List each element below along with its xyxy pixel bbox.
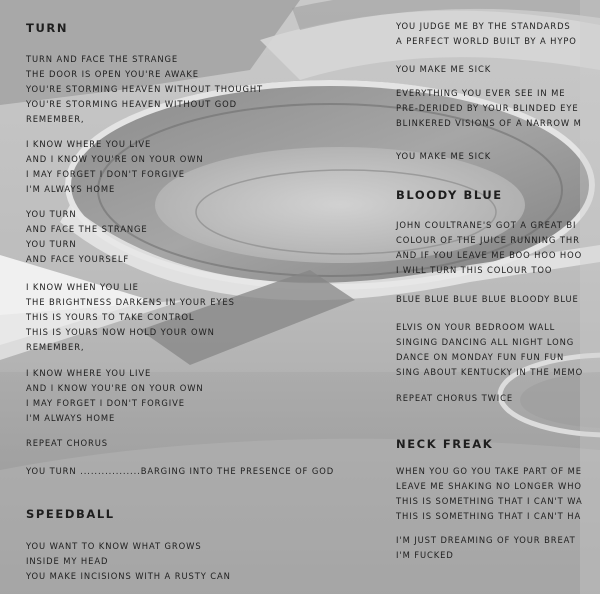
lyric-line: THE DOOR IS OPEN YOU'RE AWAKE — [26, 69, 199, 79]
lyric-line: I KNOW WHERE YOU LIVE — [26, 368, 152, 378]
lyric-line: AND I KNOW YOU'RE ON YOUR OWN — [26, 154, 204, 164]
lyric-line: INSIDE MY HEAD — [26, 556, 109, 566]
lyric-line: YOU MAKE INCISIONS WITH A RUSTY CAN — [26, 571, 231, 581]
lyric-line: I'M JUST DREAMING OF YOUR BREAT — [396, 535, 576, 545]
lyric-line: REMEMBER, — [26, 114, 85, 124]
lyric-line: JOHN COULTRANE'S GOT A GREAT BI — [396, 220, 577, 230]
lyric-line: DANCE ON MONDAY FUN FUN FUN — [396, 352, 565, 362]
lyric-line: YOU MAKE ME SICK — [396, 64, 492, 74]
lyric-line: YOU'RE STORMING HEAVEN WITHOUT GOD — [26, 99, 237, 109]
lyric-line: EVERYTHING YOU EVER SEE IN ME — [396, 88, 566, 98]
lyric-line: YOU WANT TO KNOW WHAT GROWS — [26, 541, 202, 551]
lyric-line: I KNOW WHEN YOU LIE — [26, 282, 139, 292]
lyric-line: I MAY FORGET I DON'T FORGIVE — [26, 169, 185, 179]
lyric-line: THE BRIGHTNESS DARKENS IN YOUR EYES — [26, 297, 235, 307]
lyric-line: YOU TURN .................BARGING INTO THE PRESENCE OF GOD — [26, 466, 335, 476]
lyric-line: YOU'RE STORMING HEAVEN WITHOUT THOUGHT — [26, 84, 264, 94]
lyric-line: WHEN YOU GO YOU TAKE PART OF ME — [396, 466, 582, 476]
lyric-line: THIS IS SOMETHING THAT I CAN'T WA — [396, 496, 583, 506]
lyric-line: I'M FUCKED — [396, 550, 454, 560]
lyric-line: THIS IS SOMETHING THAT I CAN'T HA — [396, 511, 582, 521]
lyric-line: I WILL TURN THIS COLOUR TOO — [396, 265, 553, 275]
lyric-line: LEAVE ME SHAKING NO LONGER WHO — [396, 481, 582, 491]
lyric-line: AND I KNOW YOU'RE ON YOUR OWN — [26, 383, 204, 393]
lyric-line: REPEAT CHORUS — [26, 438, 109, 448]
lyric-line: A PERFECT WORLD BUILT BY A HYPO — [396, 36, 577, 46]
lyric-line: PRE-DERIDED BY YOUR BLINDED EYE — [396, 103, 579, 113]
lyric-line: SINGING DANCING ALL NIGHT LONG — [396, 337, 575, 347]
song-title: SPEEDBALL — [26, 507, 115, 521]
lyric-line: YOU JUDGE ME BY THE STANDARDS — [396, 21, 571, 31]
lyric-line: THIS IS YOURS TO TAKE CONTROL — [26, 312, 195, 322]
song-title: TURN — [26, 21, 69, 35]
lyric-line: AND FACE YOURSELF — [26, 254, 130, 264]
lyric-line: ELVIS ON YOUR BEDROOM WALL — [396, 322, 556, 332]
lyric-line: AND FACE THE STRANGE — [26, 224, 148, 234]
lyric-line: YOU MAKE ME SICK — [396, 151, 492, 161]
lyric-line: THIS IS YOURS NOW HOLD YOUR OWN — [26, 327, 215, 337]
lyric-line: YOU TURN — [26, 209, 77, 219]
lyric-line: COLOUR OF THE JUICE RUNNING THR — [396, 235, 580, 245]
lyric-line: I'M ALWAYS HOME — [26, 184, 116, 194]
lyric-line: I'M ALWAYS HOME — [26, 413, 116, 423]
lyric-line: YOU TURN — [26, 239, 77, 249]
lyric-line: TURN AND FACE THE STRANGE — [26, 54, 179, 64]
lyric-line: BLUE BLUE BLUE BLUE BLOODY BLUE — [396, 294, 579, 304]
lyric-line: REPEAT CHORUS TWICE — [396, 393, 514, 403]
lyric-line: I KNOW WHERE YOU LIVE — [26, 139, 152, 149]
song-title: BLOODY BLUE — [396, 188, 503, 202]
lyric-line: I MAY FORGET I DON'T FORGIVE — [26, 398, 185, 408]
lyric-line: AND IF YOU LEAVE ME BOO HOO HOO — [396, 250, 583, 260]
song-title: NECK FREAK — [396, 437, 494, 451]
lyric-line: SING ABOUT KENTUCKY IN THE MEMO — [396, 367, 584, 377]
lyric-line: BLINKERED VISIONS OF A NARROW M — [396, 118, 582, 128]
lyric-line: REMEMBER, — [26, 342, 85, 352]
